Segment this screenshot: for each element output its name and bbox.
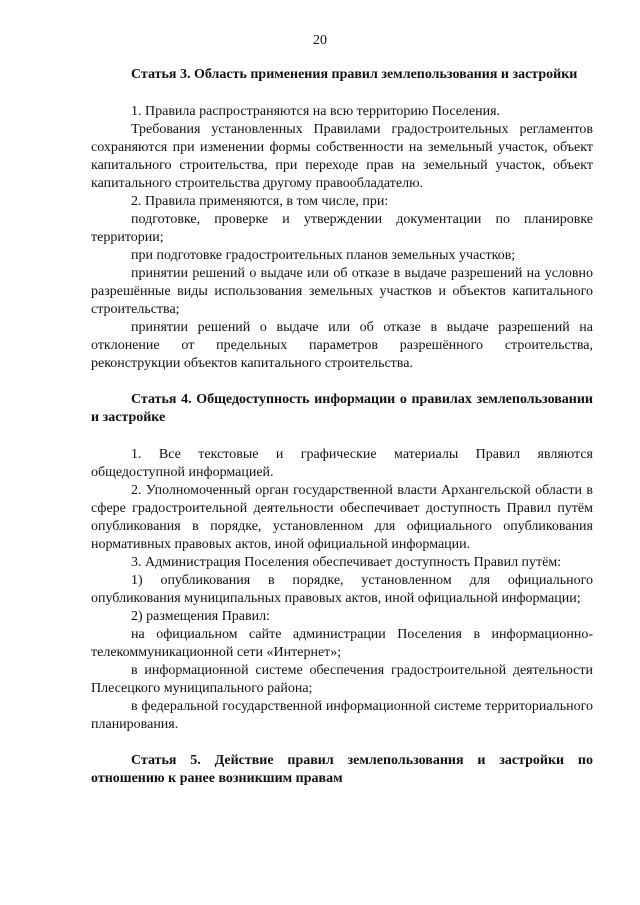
paragraph: 3. Администрация Поселения обеспечивает доступность Правил путём: xyxy=(131,555,562,570)
paragraph: в информационной системе обеспечения градостроительной деятельности Плесецкого муниципального района; xyxy=(91,663,593,696)
paragraph: 1. Правила распространяются на всю территорию Поселения. xyxy=(131,104,501,119)
paragraph: подготовке, проверке и утверждении документации по планировке территории; xyxy=(91,212,593,245)
paragraph: 2. Уполномоченный орган государственной власти Архангельской области в сфере градостроительной деятельности обеспечивает доступность Правил путём опубликования в порядке, установленном для официального опубликования нормативных правовых актов, иной официальной информации. xyxy=(91,483,593,552)
paragraph: Требования установленных Правилами градостроительных регламентов сохраняются при изменении формы собственности на земельный участок, объект капитального строительства, при переходе прав на земельный участок, объект капитального строительства другому правообладателю. xyxy=(91,122,593,191)
article-5-heading: Статья 5. Действие правил землепользования и застройки по отношению к ранее возникшим правам xyxy=(91,753,593,786)
paragraph: 1) опубликования в порядке, установленном для официального опубликования муниципальных правовых актов, иной официальной информации; xyxy=(91,573,593,606)
paragraph: принятии решений о выдаче или об отказе в выдаче разрешений на условно разрешённые виды использования земельных участков и объектов капитального строительства; xyxy=(91,266,593,317)
paragraph: при подготовке градостроительных планов земельных участков; xyxy=(131,248,516,263)
article-4-heading: Статья 4. Общедоступность информации о правилах землепользовании и застройке xyxy=(91,392,593,425)
article-3-heading: Статья 3. Область применения правил землепользования и застройки xyxy=(131,67,578,82)
page-number: 20 xyxy=(313,33,327,48)
document-body xyxy=(91,66,593,788)
paragraph: на официальном сайте администрации Поселения в информационно-телекоммуникационной сети «Интернет»; xyxy=(91,627,593,660)
paragraph: 1. Все текстовые и графические материалы Правил являются общедоступной информацией. xyxy=(91,447,593,480)
paragraph: в федеральной государственной информационной системе территориального планирования. xyxy=(91,699,593,732)
paragraph: 2. Правила применяются, в том числе, при: xyxy=(131,194,389,209)
paragraph: 2) размещения Правил: xyxy=(131,609,271,624)
paragraph: принятии решений о выдаче или об отказе в выдаче разрешений на отклонение от предельных параметров разрешённого строительства, реконструкции объектов капитального строительства. xyxy=(91,320,593,371)
